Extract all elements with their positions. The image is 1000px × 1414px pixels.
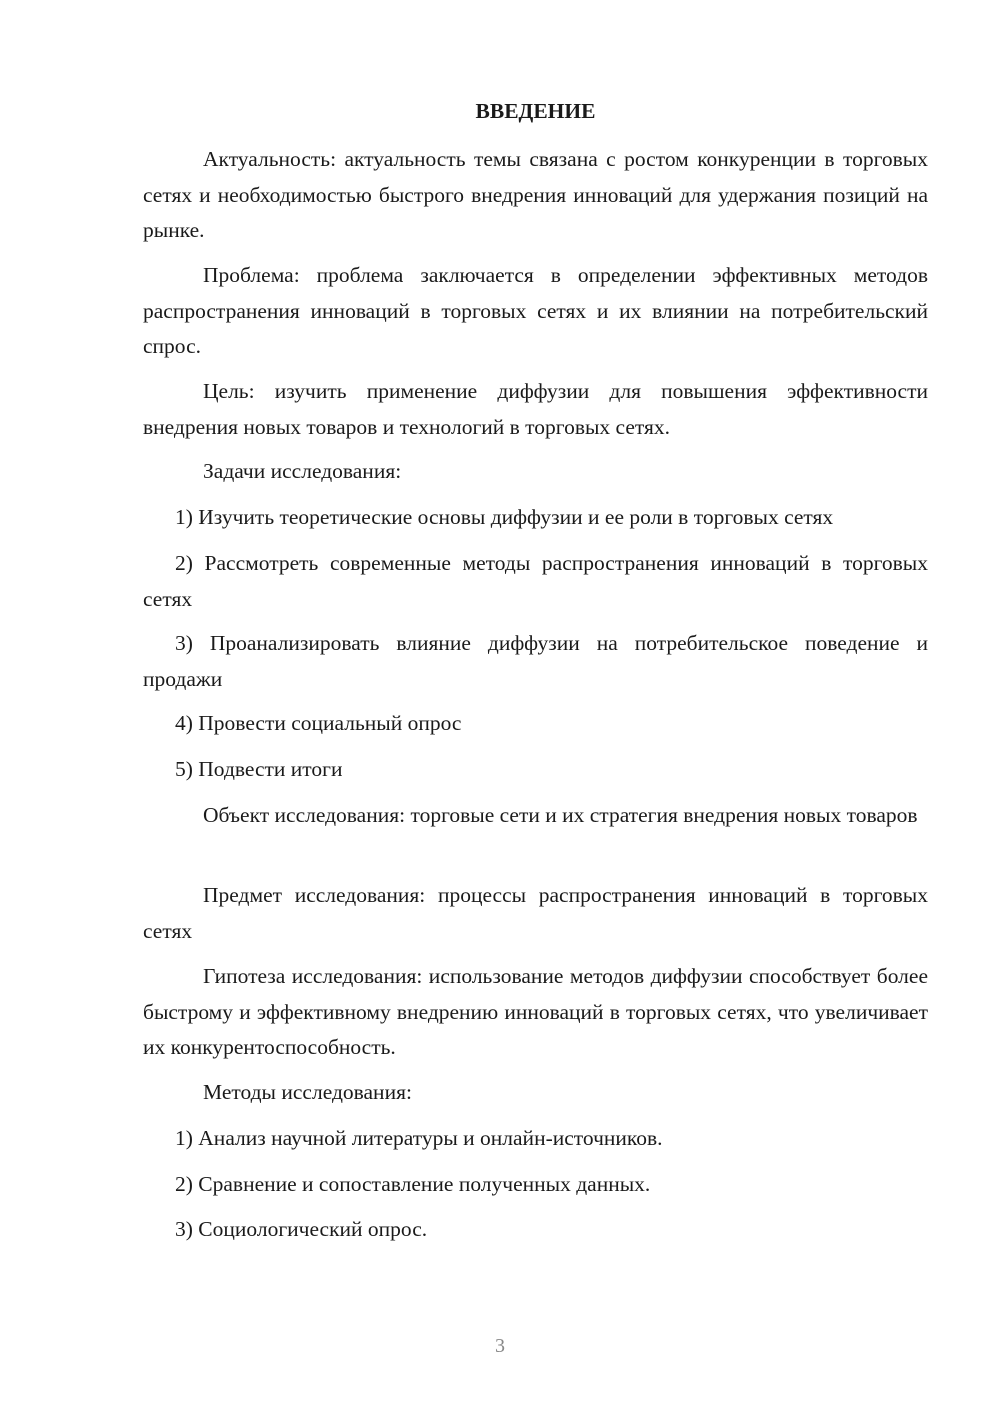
document-page	[143, 0, 928, 1414]
methods-heading: Методы исследования:	[203, 1080, 412, 1104]
hypothesis-paragraph: Гипотеза исследования: использование методов диффузии способствует более быстрому и эффективному внедрению инноваций в торговых сетях, что увеличивает их конкурентоспособность.	[143, 964, 928, 1059]
task-item: 3) Проанализировать влияние диффузии на потребительское поведение и продажи	[143, 631, 928, 691]
task-item: 5) Подвести итоги	[175, 757, 343, 781]
tasks-heading: Задачи исследования:	[203, 459, 402, 483]
method-item: 2) Сравнение и сопоставление полученных данных.	[175, 1172, 651, 1196]
goal-paragraph: Цель: изучить применение диффузии для повышения эффективности внедрения новых товаров и технологий в торговых сетях.	[143, 379, 928, 439]
object-paragraph: Объект исследования: торговые сети и их стратегия внедрения новых товаров	[203, 803, 918, 827]
task-item: 2) Рассмотреть современные методы распространения инноваций в торговых сетях	[143, 551, 928, 611]
task-item: 4) Провести социальный опрос	[175, 711, 462, 735]
section-title: ВВЕДЕНИЕ	[475, 99, 596, 123]
subject-paragraph: Предмет исследования: процессы распространения инноваций в торговых сетях	[143, 883, 928, 943]
problem-paragraph: Проблема: проблема заключается в определении эффективных методов распространения инноваций в торговых сетях и их влиянии на потребительский спрос.	[143, 263, 928, 358]
relevance-paragraph: Актуальность: актуальность темы связана с ростом конкуренции в торговых сетях и необходимостью быстрого внедрения инноваций для удержания позиций на рынке.	[143, 147, 928, 242]
page-number: 3	[495, 1335, 505, 1357]
task-item: 1) Изучить теоретические основы диффузии и ее роли в торговых сетях	[175, 505, 834, 529]
method-item: 1) Анализ научной литературы и онлайн-источников.	[175, 1126, 663, 1150]
method-item: 3) Социологический опрос.	[175, 1217, 428, 1241]
